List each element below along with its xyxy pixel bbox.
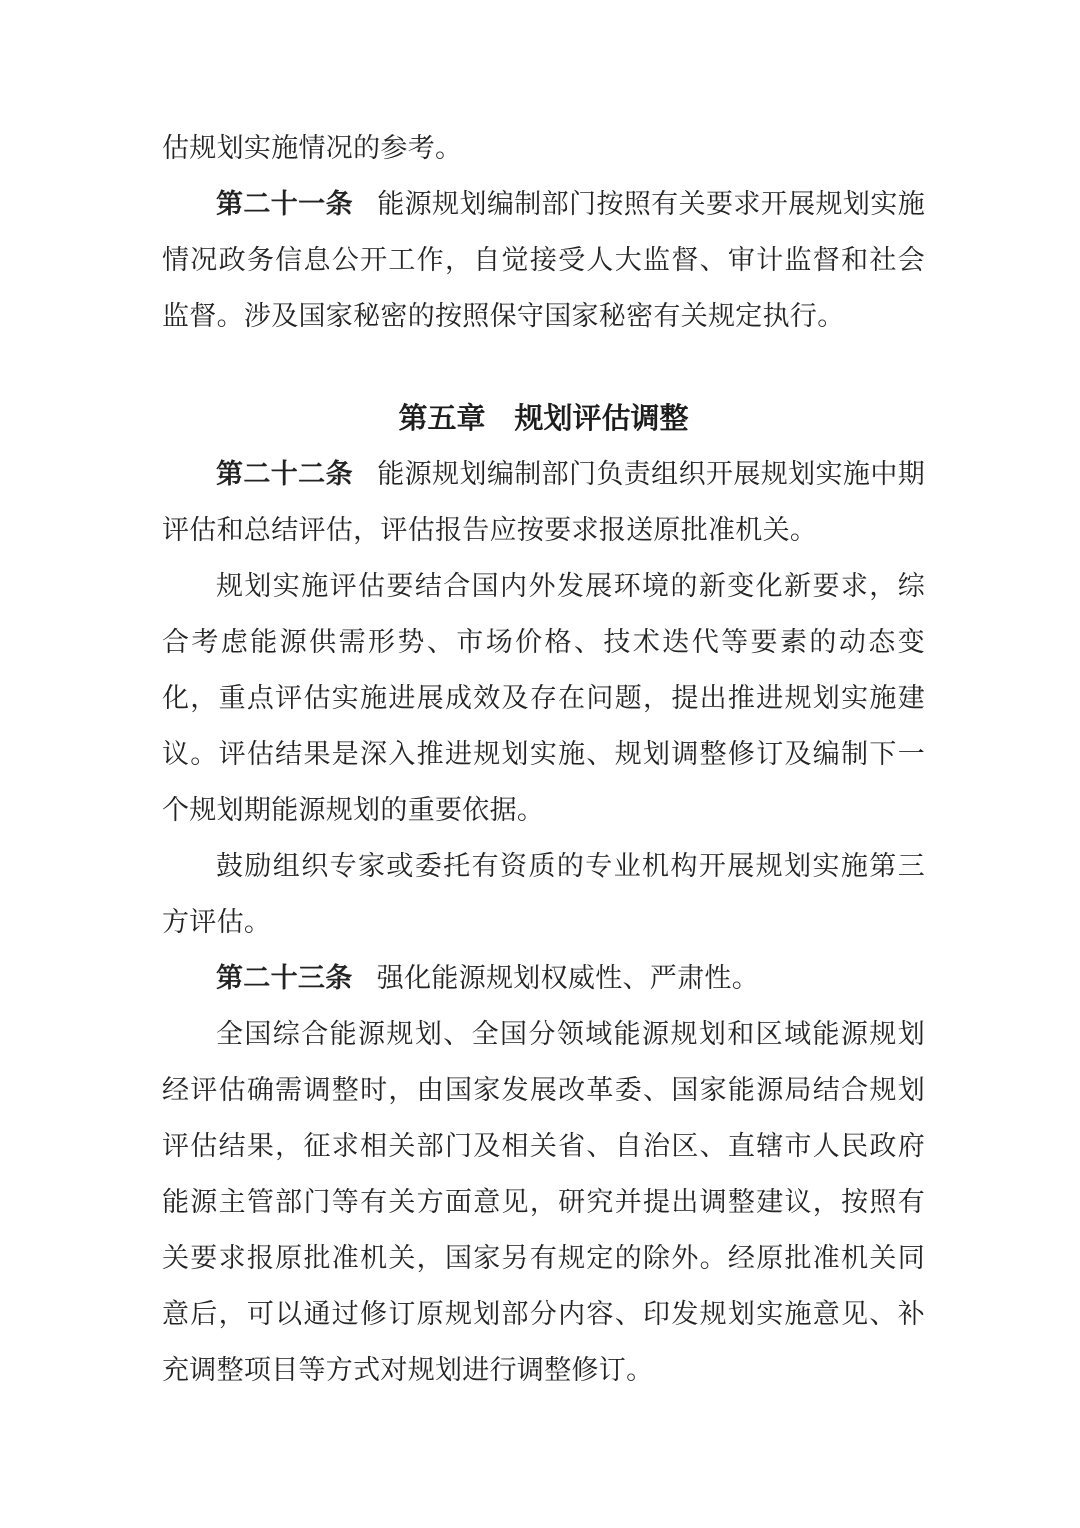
chapter-number: 第五章	[398, 401, 486, 435]
paragraph-continuation: 估规划实施情况的参考。	[162, 133, 463, 164]
article-23-number: 第二十三条	[216, 963, 353, 994]
article-21-text: 能源规划编制部门按照有关要求开展规划实施情况政务信息公开工作，自觉接受人大监督、审计监督和社会监督。涉及国家秘密的按照保守国家秘密有关规定执行。	[162, 189, 926, 332]
article-23-text: 强化能源规划权威性、严肃性。	[376, 963, 759, 994]
article-22-number: 第二十二条	[216, 459, 353, 490]
paragraph-article-21	[162, 177, 925, 345]
chapter-title: 规划评估调整	[514, 401, 689, 435]
article-22-text: 能源规划编制部门负责组织开展规划实施中期评估和总结评估，评估报告应按要求报送原批准机关。	[162, 459, 926, 546]
paragraph-evaluation: 规划实施评估要结合国内外发展环境的新变化新要求，综合考虑能源供需形势、市场价格、技术迭代等要素的动态变化，重点评估实施进展成效及存在问题，提出推进规划实施建议。评估结果是深入推进规划实施、规划调整修订及编制下一个规划期能源规划的重要依据。	[162, 571, 925, 826]
article-21-number: 第二十一条	[216, 189, 353, 220]
chapter-heading	[162, 389, 925, 447]
paragraph-third-party-evaluation: 鼓励组织专家或委托有资质的专业机构开展规划实施第三方评估。	[162, 851, 925, 938]
paragraph-article-22	[162, 447, 925, 559]
paragraph-adjustment: 全国综合能源规划、全国分领域能源规划和区域能源规划经评估确需调整时，由国家发展改革委、国家能源局结合规划评估结果，征求相关部门及相关省、自治区、直辖市人民政府能源主管部门等有关方面意见，研究并提出调整建议，按照有关要求报原批准机关，国家另有规定的除外。经原批准机关同意后，可以通过修订原规划部分内容、印发规划实施意见、补充调整项目等方式对规划进行调整修订。	[162, 1019, 925, 1386]
paragraph-article-23	[162, 951, 925, 1007]
